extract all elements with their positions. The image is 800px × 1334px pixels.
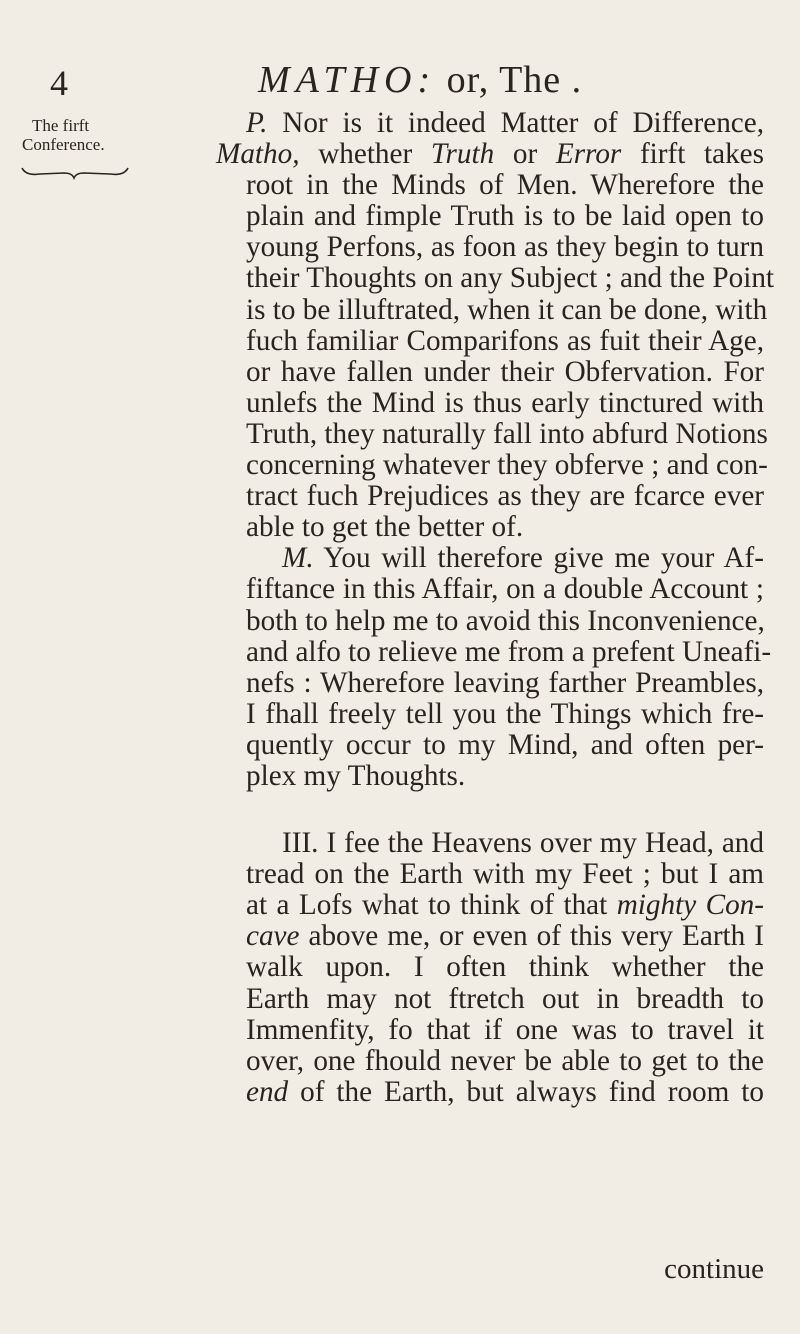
text-line: tread on the Earth with my Feet ; but I am — [246, 858, 764, 891]
text-line: young Perfons, as foon as they begin to turn — [246, 231, 764, 264]
text-line: both to help me to avoid this Inconvenience, — [246, 604, 765, 637]
text-line — [246, 108, 764, 139]
body-text — [216, 107, 775, 1108]
text-span: of the Earth, but always find room to — [288, 1075, 764, 1108]
text-line: Earth may not ftretch out in breadth to — [246, 982, 764, 1015]
text-span: Truth — [430, 138, 495, 171]
text-line: fuch familiar Comparifons as fuit their Age, — [246, 324, 764, 357]
paragraph-2 — [246, 542, 772, 792]
text-line — [216, 139, 764, 170]
text-line: root in the Minds of Men. Wherefore the — [246, 169, 764, 202]
text-line: able to get the better of. — [246, 511, 524, 544]
margin-note — [22, 116, 132, 154]
text-line: III. I fee the Heavens over my Head, and — [282, 827, 764, 860]
text-span: Error — [555, 138, 622, 171]
text-span: end — [246, 1075, 289, 1108]
section-gap — [246, 792, 764, 828]
margin-note-line: The firft — [32, 116, 90, 135]
running-head — [258, 58, 582, 102]
running-head-title: MATHO: — [258, 59, 437, 101]
text-line — [246, 890, 764, 921]
text-line: or have fallen under their Obfervation. For — [246, 355, 764, 388]
paragraph-3 — [246, 828, 764, 1108]
speaker-label: M. — [282, 542, 314, 575]
text-span: Matho, — [216, 138, 300, 171]
page-header — [0, 58, 800, 108]
text-line — [246, 921, 764, 952]
text-line: concerning whatever they obferve ; and con- — [246, 449, 768, 482]
page-number: 4 — [50, 63, 68, 103]
text-span: cave — [246, 920, 300, 953]
text-line: tract fuch Prejudices as they are fcarce ever — [246, 480, 764, 513]
text-span: whether — [299, 138, 431, 171]
text-line: over, one fhould never be able to get to the — [246, 1044, 764, 1077]
text-line: nefs : Wherefore leaving farther Preambles, — [246, 666, 764, 699]
text-span: Nor is it indeed Matter of Difference, — [267, 107, 764, 139]
text-span: mighty Con- — [616, 889, 764, 922]
margin-brace — [20, 166, 130, 180]
text-line: Truth, they naturally fall into abfurd Notions — [246, 417, 768, 450]
margin-note-line: Conference. — [22, 135, 105, 154]
running-head-subtitle: or, The . — [436, 59, 583, 101]
catchword: continue — [664, 1253, 764, 1285]
text-line: fiftance in this Affair, on a double Account ; — [246, 573, 764, 606]
text-line: quently occur to my Mind, and often per- — [246, 728, 764, 761]
text-line: unlefs the Mind is thus early tinctured with — [246, 386, 764, 419]
text-line: is to be illuftrated, when it can be done, with — [246, 293, 768, 326]
paragraph-1 — [216, 107, 775, 544]
text-line: plex my Thoughts. — [246, 759, 466, 792]
text-line: plain and fimple Truth is to be laid open to — [246, 200, 764, 233]
text-line: Immenfity, fo that if one was to travel it — [246, 1013, 764, 1046]
text-line — [246, 543, 764, 574]
speaker-label: P. — [246, 107, 268, 139]
text-line: and alfo to relieve me from a prefent Uneafi- — [246, 635, 772, 668]
text-line: walk upon. I often think whether the — [246, 951, 764, 984]
text-line: I fhall freely tell you the Things which fre- — [246, 697, 764, 730]
text-span: firft takes — [621, 138, 764, 171]
text-line — [246, 1077, 764, 1108]
text-span: or — [494, 138, 556, 171]
text-span: at a Lofs what to think of that — [246, 889, 617, 922]
text-line: their Thoughts on any Subject ; and the Point — [246, 262, 775, 295]
text-span: You will therefore give me your Af- — [313, 542, 764, 575]
text-span: above me, or even of this very Earth I — [299, 920, 764, 953]
